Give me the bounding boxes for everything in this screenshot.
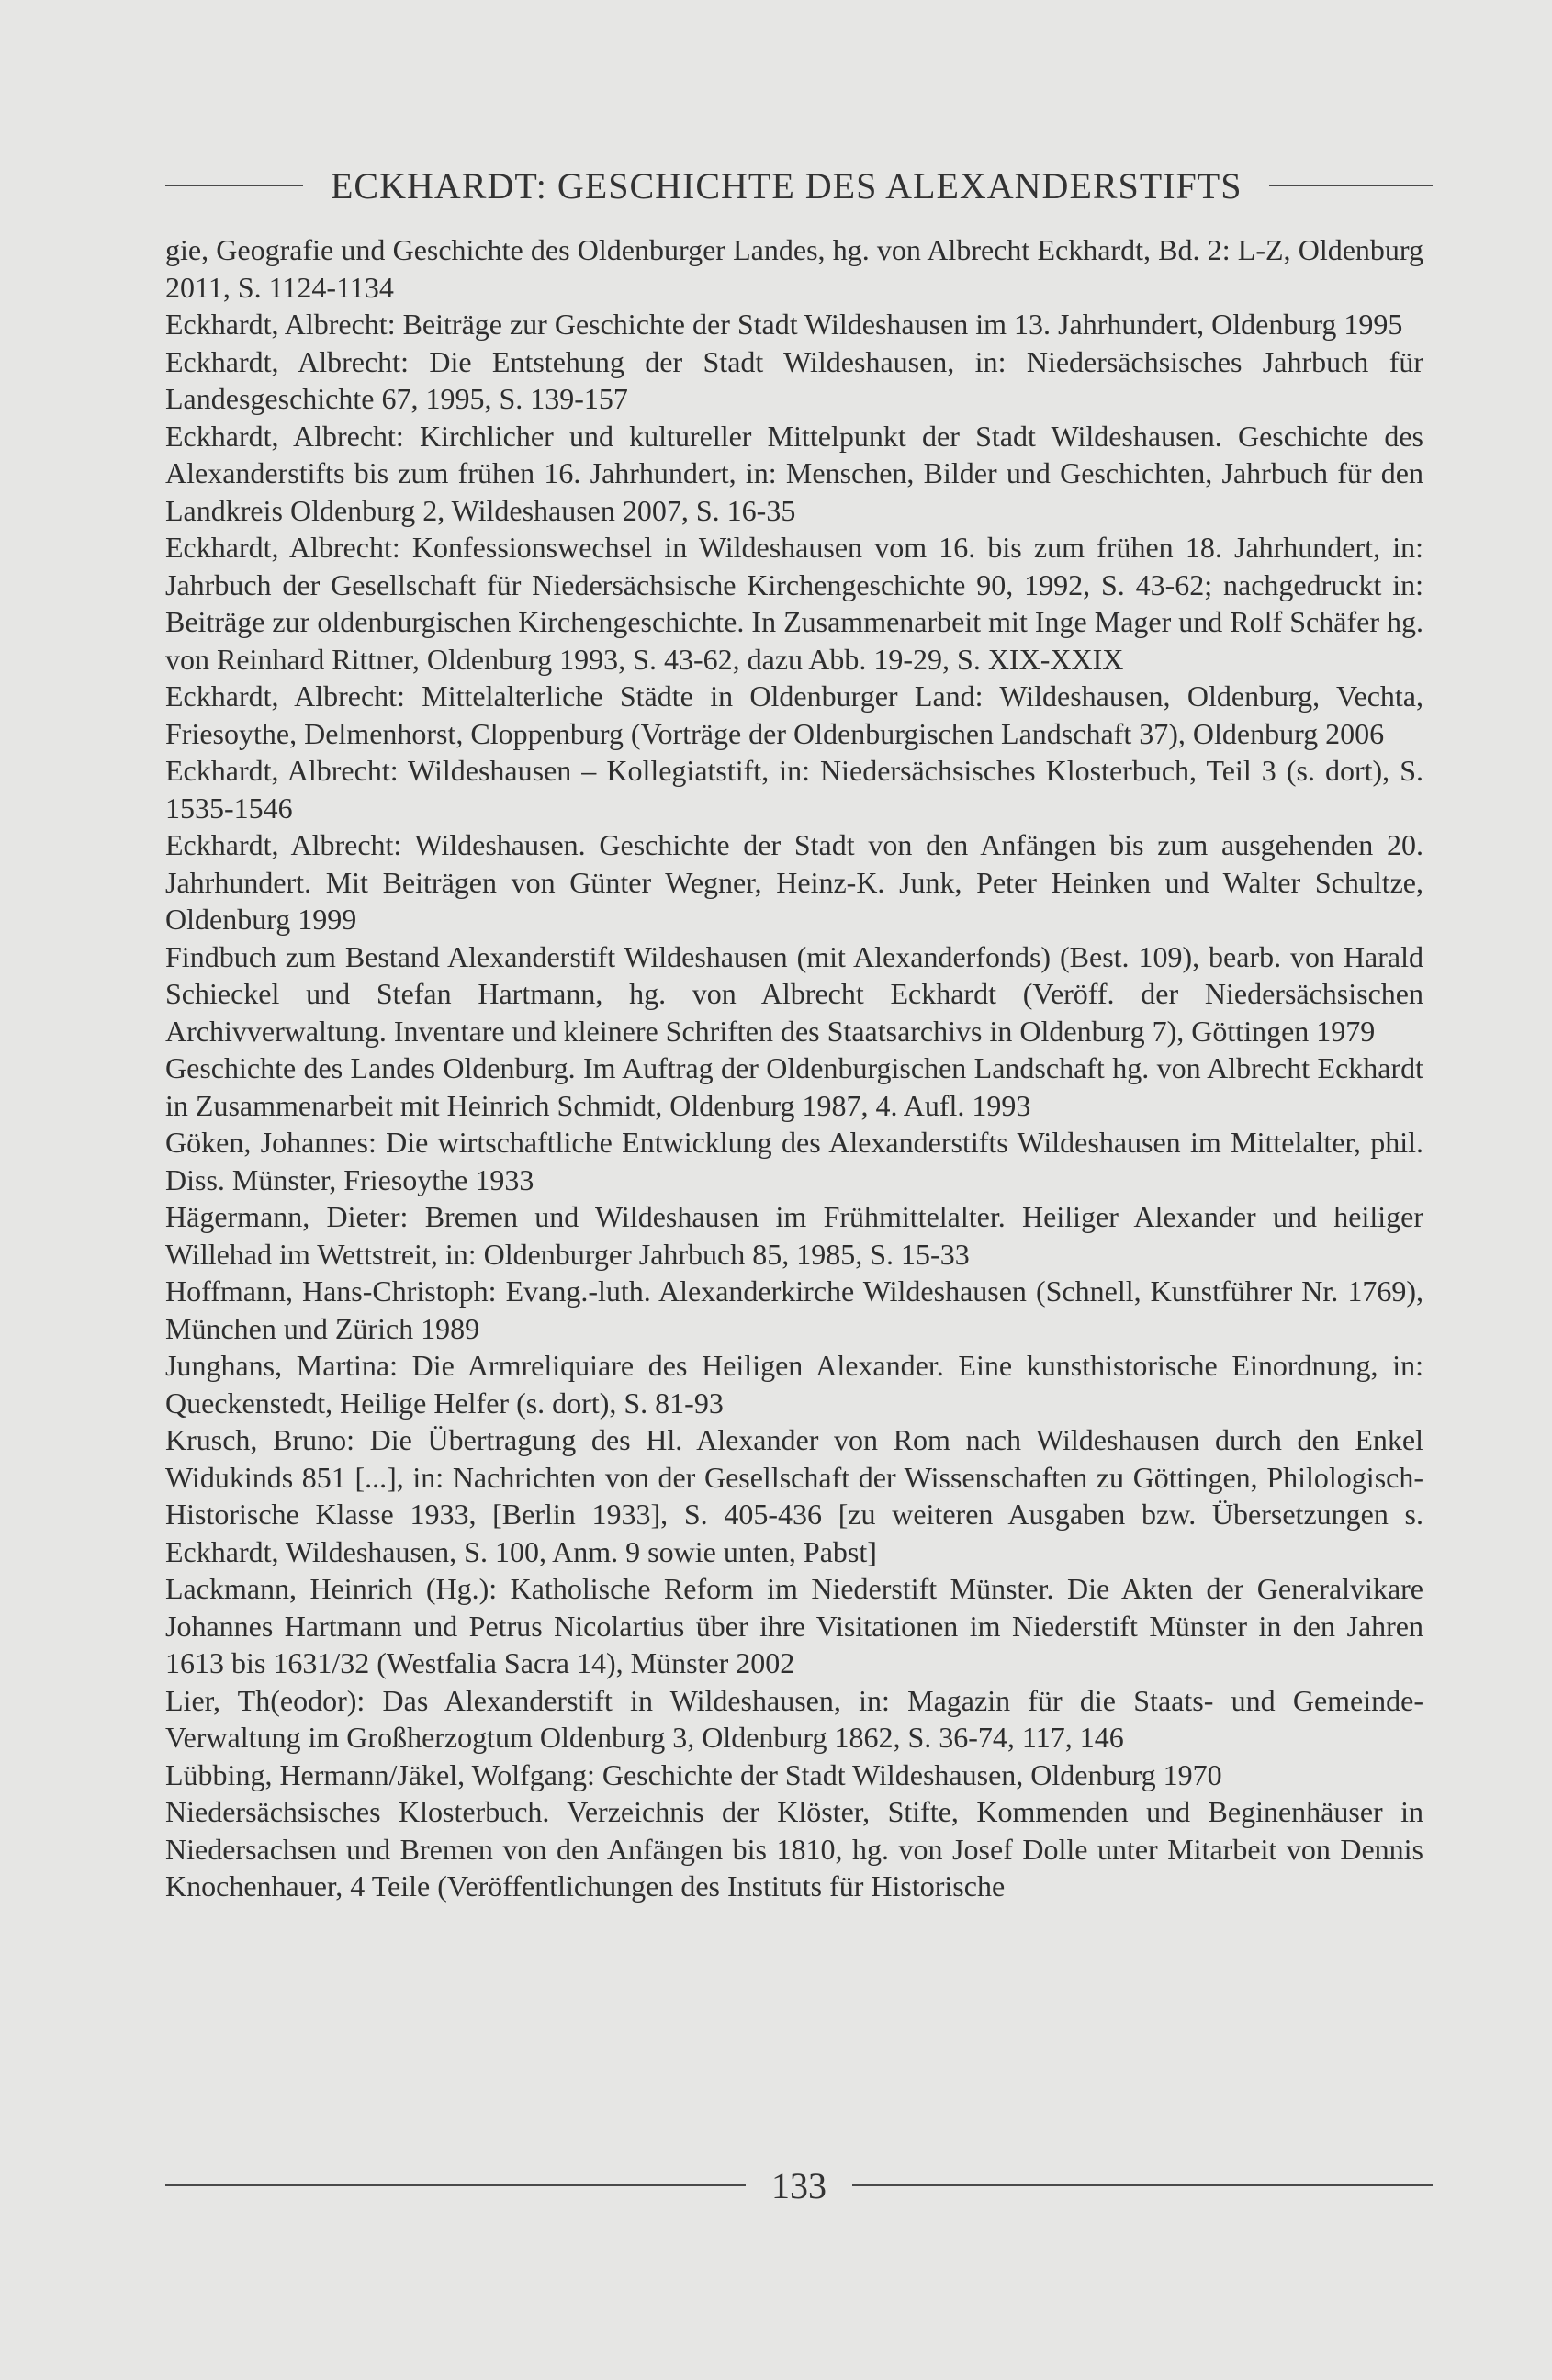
bibliography-entry: Findbuch zum Bestand Alexanderstift Wildeshausen (mit Alexanderfonds) (Best. 109), bearb. von Harald Schieckel und Stefan Hartmann, hg. von Albrecht Eckhardt (Veröff. der Niedersächsischen Archivverwaltung. Inventare und kleinere Schriften des Staatsarchivs in Oldenburg 7), Göttingen 1979 (165, 939, 1423, 1048)
bibliography-entry: Göken, Johannes: Die wirtschaftliche Entwicklung des Alexanderstifts Wildeshausen im Mittelalter, phil. Diss. Münster, Friesoythe 1933 (165, 1126, 1423, 1196)
bibliography-entry: Eckhardt, Albrecht: Mittelalterliche Städte in Oldenburger Land: Wildeshausen, Oldenburg, Vechta, Friesoythe, Delmenhorst, Cloppenburg (Vorträge der Oldenburgischen Landschaft 37), Oldenburg 2006 (165, 679, 1423, 750)
bibliography-entry: Geschichte des Landes Oldenburg. Im Auftrag der Oldenburgischen Landschaft hg. von Albrecht Eckhardt in Zusammenarbeit mit Heinrich Schmidt, Oldenburg 1987, 4. Aufl. 1993 (165, 1051, 1423, 1122)
running-header (165, 158, 1433, 213)
running-header-title: ECKHARDT: GESCHICHTE DES ALEXANDERSTIFTS (331, 164, 1243, 207)
bibliography-entry: Lübbing, Hermann/Jäkel, Wolfgang: Geschichte der Stadt Wildeshausen, Oldenburg 1970 (165, 1757, 1222, 1791)
bibliography-entry: Eckhardt, Albrecht: Wildeshausen – Kollegiatstift, in: Niedersächsisches Klosterbuch, Teil 3 (s. dort), S. 1535-1546 (165, 754, 1423, 825)
bibliography-entry: Hoffmann, Hans-Christoph: Evang.-luth. Alexanderkirche Wildeshausen (Schnell, Kunstführer Nr. 1769), München und Zürich 1989 (165, 1274, 1423, 1345)
bibliography-entry: Eckhardt, Albrecht: Die Entstehung der Stadt Wildeshausen, in: Niedersächsisches Jahrbuch für Landesgeschichte 67, 1995, S. 139-157 (165, 344, 1423, 415)
bibliography-entry: Junghans, Martina: Die Armreliquiare des Heiligen Alexander. Eine kunsthistorische Einordnung, in: Queckenstedt, Heilige Helfer (s. dort), S. 81-93 (165, 1349, 1423, 1420)
bibliography-entry: Lackmann, Heinrich (Hg.): Katholische Reform im Niederstift Münster. Die Akten der Generalvikare Johannes Hartmann und Petrus Nicolartius über ihre Visitationen im Niederstift Münster in den Jahren 1613 bis 1631/32 (Westfalia Sacra 14), Münster 2002 (165, 1572, 1423, 1679)
bibliography-entry: gie, Geografie und Geschichte des Oldenburger Landes, hg. von Albrecht Eckhardt, Bd. 2: L-Z, Oldenburg 2011, S. 1124-1134 (165, 233, 1423, 304)
bibliography-entry: Eckhardt, Albrecht: Beiträge zur Geschichte der Stadt Wildeshausen im 13. Jahrhundert, Oldenburg 1995 (165, 308, 1403, 341)
bibliography-entry: Eckhardt, Albrecht: Konfessionswechsel in Wildeshausen vom 16. bis zum frühen 18. Jahrhundert, in: Jahrbuch der Gesellschaft für Niedersächsische Kirchengeschichte 90, 1992, S. 43-62; nachgedruckt in: Beiträge zur oldenburgischen Kirchengeschichte. In Zusammenarbeit mit Inge Mager und Rolf Schäfer hg. von Reinhard Rittner, Oldenburg 1993, S. 43-62, dazu Abb. 19-29, S. XIX-XXIX (165, 531, 1423, 676)
header-rule-left (165, 185, 303, 186)
footer-rule-left (165, 2184, 746, 2186)
footer-rule-right (852, 2184, 1433, 2186)
bibliography-entry: Eckhardt, Albrecht: Kirchlicher und kultureller Mittelpunkt der Stadt Wildeshausen. Geschichte des Alexanderstifts bis zum frühen 16. Jahrhundert, in: Menschen, Bilder und Geschichten, Jahrbuch für den Landkreis Oldenburg 2, Wildeshausen 2007, S. 16-35 (165, 419, 1423, 527)
bibliography-list (165, 231, 1423, 2169)
page-number: 133 (771, 2164, 827, 2206)
page-footer (165, 2158, 1433, 2213)
bibliography-entry: Krusch, Bruno: Die Übertragung des Hl. Alexander von Rom nach Wildeshausen durch den Enkel Widukinds 851 [...], in: Nachrichten von der Gesellschaft der Wissenschaften zu Göttingen, Philologisch-Historische Klasse 1933, [Berlin 1933], S. 405-436 [zu weiteren Ausgaben bzw. Übersetzungen s. Eckhardt, Wildeshausen, S. 100, Anm. 9 sowie unten, Pabst] (165, 1423, 1423, 1568)
bibliography-entry: Lier, Th(eodor): Das Alexanderstift in Wildeshausen, in: Magazin für die Staats- und Gemeinde-Verwaltung im Großherzogtum Oldenburg 3, Oldenburg 1862, S. 36-74, 117, 146 (165, 1683, 1423, 1754)
bibliography-entry: Eckhardt, Albrecht: Wildeshausen. Geschichte der Stadt von den Anfängen bis zum ausgehenden 20. Jahrhundert. Mit Beiträgen von Günter Wegner, Heinz-K. Junk, Peter Heinken und Walter Schultze, Oldenburg 1999 (165, 828, 1423, 936)
header-rule-right (1269, 185, 1433, 186)
bibliography-entry: Niedersächsisches Klosterbuch. Verzeichnis der Klöster, Stifte, Kommenden und Beginenhäuser in Niedersachsen und Bremen von den Anfängen bis 1810, hg. von Josef Dolle unter Mitarbeit von Dennis Knochenhauer, 4 Teile (Veröffentlichungen des Instituts für Historische (165, 1795, 1423, 1903)
bibliography-entry: Hägermann, Dieter: Bremen und Wildeshausen im Frühmittelalter. Heiliger Alexander und heiliger Willehad im Wettstreit, in: Oldenburger Jahrbuch 85, 1985, S. 15-33 (165, 1200, 1423, 1271)
